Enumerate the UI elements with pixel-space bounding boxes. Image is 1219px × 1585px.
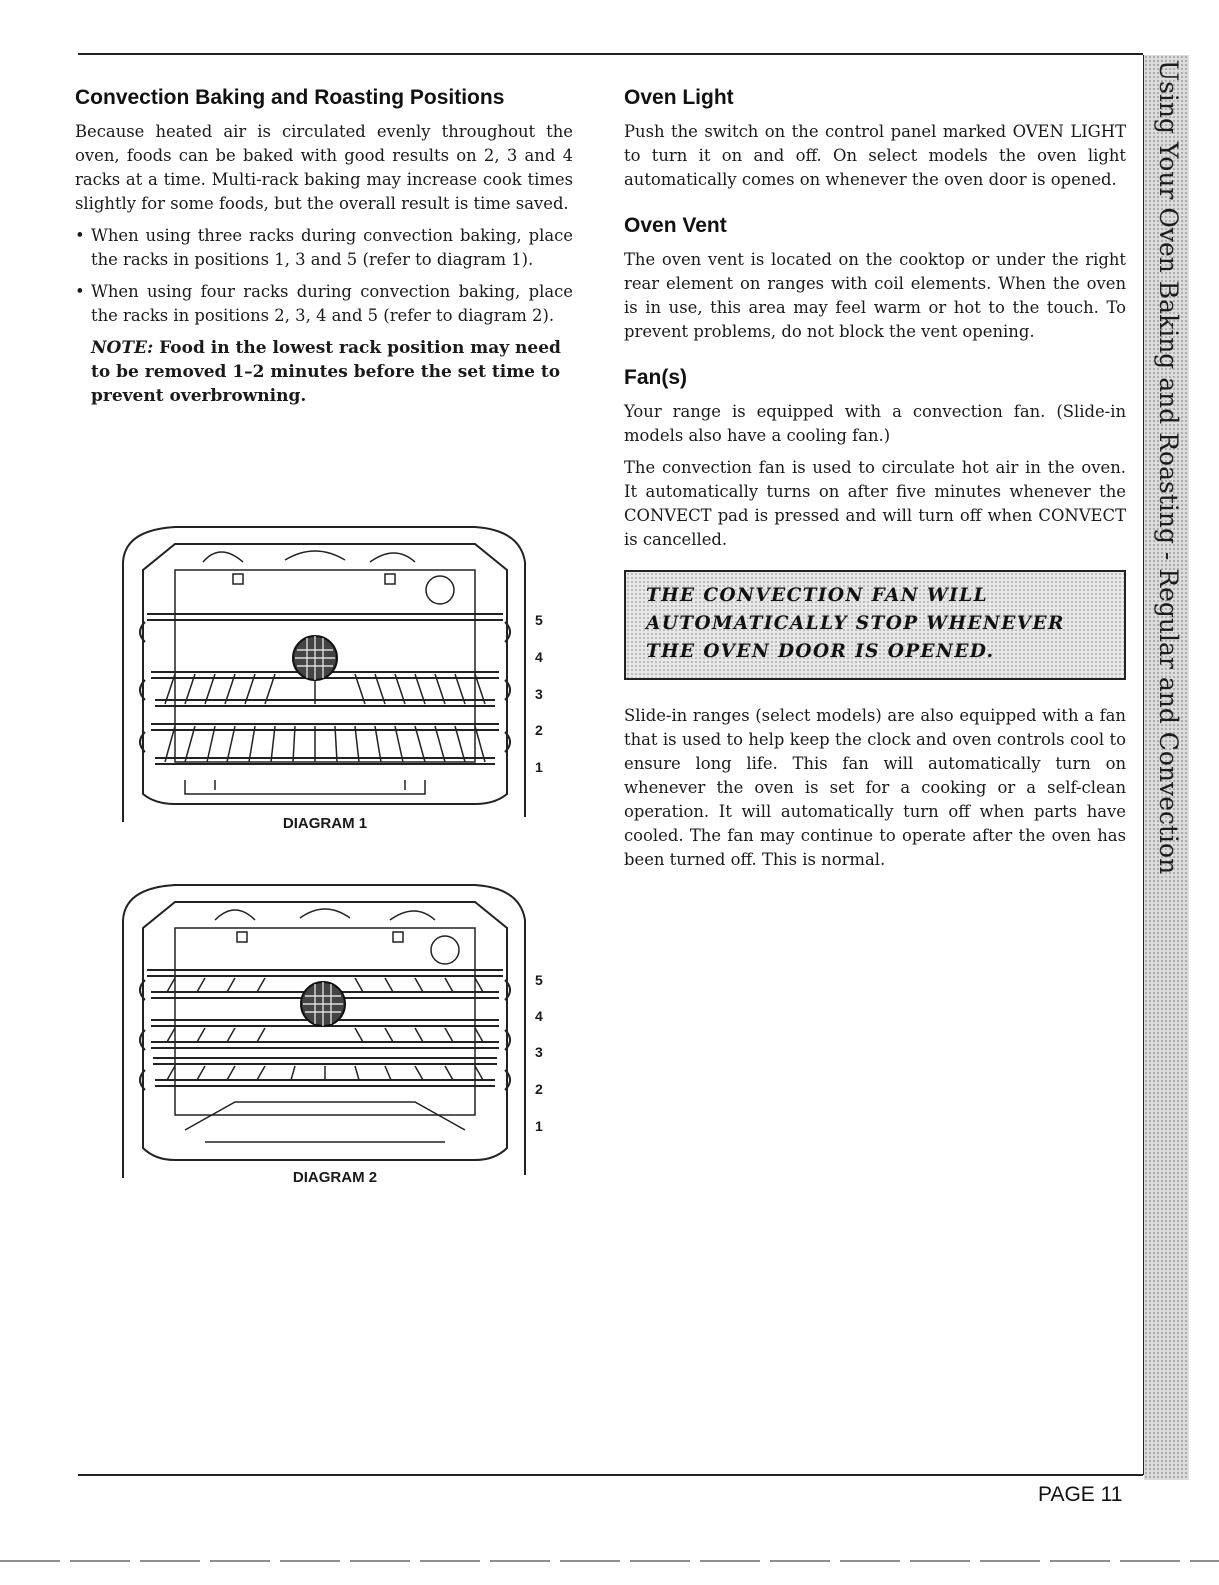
note-text: Food in the lowest rack position may need to be removed 1–2 minutes before the set time to prevent overbrowning. (91, 338, 561, 406)
rack-position-list (75, 224, 573, 328)
oven-light-paragraph: Push the switch on the control panel marked OVEN LIGHT to turn it on and off. On select models the oven light automatically comes on whenever the oven door is opened. (624, 122, 1126, 189)
rack-number-label: 5 (535, 972, 543, 988)
oven-vent-paragraph: The oven vent is located on the cooktop or under the right rear element on ranges with coil elements. When the oven is in use, this area may feel warm or hot to the touch. To prevent problems, do not block the vent opening. (624, 250, 1126, 341)
warning-box: THE CONVECTION FAN WILL AUTOMATICALLY STOP WHENEVER THE OVEN DOOR IS OPENED. (624, 570, 1126, 680)
section-heading-fans: Fan(s) (624, 366, 687, 389)
rack-number-label: 3 (535, 1044, 543, 1060)
left-column (75, 86, 573, 408)
rack-number-label: 2 (535, 722, 543, 738)
note-label: NOTE: (91, 338, 154, 358)
right-column (624, 86, 1126, 880)
rack-number-label: 1 (535, 759, 543, 775)
section-heading-oven-light: Oven Light (624, 86, 734, 109)
fans-paragraph-1: Your range is equipped with a convection fan. (Slide-in models also have a cooling fan.) (624, 402, 1126, 445)
scan-edge-line (0, 1560, 1219, 1562)
diagram-caption: DIAGRAM 1 (282, 815, 368, 832)
page-number: PAGE 11 (1038, 1483, 1123, 1506)
rack-number-label: 1 (535, 1118, 543, 1134)
convection-intro-paragraph: Because heated air is circulated evenly throughout the oven, foods can be baked with good results on 2, 3 and 4 racks at a time. Multi-rack baking may increase cook times slightly for some foods, but the overall result is time saved. (75, 122, 573, 213)
diagram-caption: DIAGRAM 2 (292, 1169, 378, 1186)
rack-number-label: 4 (535, 1008, 543, 1024)
diagram-2 (115, 880, 543, 1186)
rack-number-label: 2 (535, 1081, 543, 1097)
side-tab-title: Using Your Oven Baking and Roasting - Regular and Convection (1154, 60, 1183, 875)
section-heading-convection-positions: Convection Baking and Roasting Positions (75, 86, 505, 109)
oven-rack-illustration-2 (115, 880, 535, 1180)
rack-number-label: 3 (535, 686, 543, 702)
rack-number-label: 5 (535, 612, 543, 628)
note-paragraph (75, 336, 573, 408)
bottom-rule (78, 1474, 1143, 1476)
fans-paragraph-2: The convection fan is used to circulate hot air in the oven. It automatically turns on after five minutes whenever the CONVECT pad is pressed and will turn off when CONVECT is cancelled. (624, 458, 1126, 549)
oven-rack-illustration-1 (115, 522, 535, 827)
list-item: • When using four racks during convection baking, place the racks in positions 2, 3, 4 and 5 (refer to diagram 2). (75, 280, 573, 328)
fans-paragraph-3: Slide-in ranges (select models) are also equipped with a fan that is used to help keep the clock and oven controls cool to ensure long life. This fan will automatically turn on whenever the oven is set for a cooking or a self-clean operation. It will automatically turn off when parts have cooled. The fan may continue to operate after the oven has been turned off. This is normal. (624, 706, 1126, 869)
rack-number-label: 4 (535, 649, 543, 665)
top-rule (78, 53, 1143, 55)
diagram-1 (115, 522, 543, 832)
section-heading-oven-vent: Oven Vent (624, 214, 727, 237)
list-item: • When using three racks during convection baking, place the racks in positions 1, 3 and 5 (refer to diagram 1). (75, 224, 573, 272)
